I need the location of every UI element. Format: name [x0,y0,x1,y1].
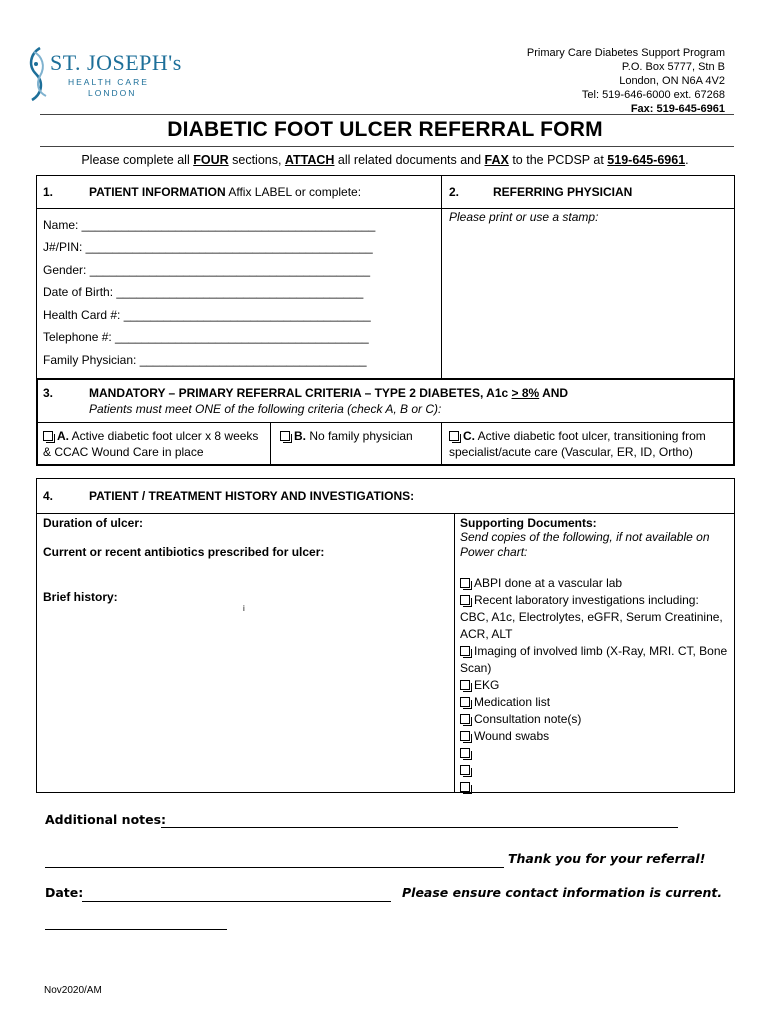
doc-item-blank-3[interactable] [460,779,730,796]
instr-text-3: all related documents and [334,153,485,167]
patient-health-card-field[interactable]: Health Card #: _____________________________________ [43,308,371,322]
section-4-header-line [36,513,735,514]
doc-consultation-label: Consultation note(s) [474,712,582,726]
instr-fax-number: 519-645-6961 [607,153,686,167]
instr-text-5: . [685,153,689,167]
doc-imaging-checkbox[interactable] [460,646,470,656]
section-1-2-box [36,175,735,379]
doc-consultation-checkbox[interactable] [460,714,470,724]
telephone: Tel: 519-646-6000 ext. 67268 [581,89,725,101]
doc-item-consultation[interactable] [460,711,730,728]
duration-of-ulcer-label[interactable]: Duration of ulcer: [43,516,144,530]
criteria-c-text: Active diabetic foot ulcer, transitioning from specialist/acute care (Vascular, ER, ID, Ortho) [449,429,706,459]
criteria-c-label: C. [463,429,475,443]
date-field[interactable] [82,886,391,902]
additional-notes-label: Additional notes: [45,812,167,827]
section-1-header-line [36,208,735,209]
instr-text-1: Please complete all [81,153,194,167]
doc-item-lab[interactable] [460,592,730,643]
section-3-title-a: MANDATORY – PRIMARY REFERRAL CRITERIA – TYPE 2 DIABETES, A1c [89,386,512,400]
doc-item-wound-swabs[interactable] [460,728,730,745]
section-4-divider [454,513,455,793]
criteria-c-option[interactable] [449,428,731,460]
section-4-number: 4. [43,489,54,503]
patient-name-field[interactable]: Name: ____________________________________________ [43,218,376,232]
patient-dob-field[interactable]: Date of Birth: _____________________________________ [43,285,364,299]
logo-city: LONDON [88,88,137,98]
header-divider [40,114,734,115]
brief-history-label[interactable]: Brief history: [43,590,118,604]
criteria-c-checkbox[interactable] [449,431,459,441]
logo-subtitle: HEALTH CARE [68,77,149,87]
program-name: Primary Care Diabetes Support Program [526,47,725,59]
fax-number: Fax: 519-645-6961 [630,103,725,115]
instr-attach: ATTACH [284,153,335,167]
doc-item-imaging[interactable] [460,643,730,677]
section-1-2-divider [441,175,442,379]
section-2-title: REFERRING PHYSICIAN [493,185,633,199]
doc-medication-checkbox[interactable] [460,697,470,707]
doc-blank-3-checkbox[interactable] [460,782,470,792]
stray-mark: i [243,604,245,613]
section-1-number: 1. [43,185,54,199]
family-physician-field[interactable]: Family Physician: __________________________________ [43,353,367,367]
section-1-subtitle: Affix LABEL or complete: [225,185,362,199]
section-3-header-line [37,422,734,423]
criteria-a-checkbox[interactable] [43,431,53,441]
doc-blank-1-checkbox[interactable] [460,748,470,758]
doc-wound-swabs-checkbox[interactable] [460,731,470,741]
supporting-documents-note: Send copies of the following, if not available on Power chart: [460,530,710,559]
logo-brand-text: ST. JOSEPH's [50,50,182,75]
criteria-a-label: A. [57,429,69,443]
criteria-a-option[interactable] [43,428,265,460]
patient-gender-field[interactable]: Gender: __________________________________________ [43,263,370,277]
criteria-b-option[interactable] [280,428,438,444]
doc-item-abpi[interactable] [460,575,730,592]
doc-lab-label: Recent laboratory investigations including: CBC, A1c, Electrolytes, eGFR, Serum Creatinine, ACR, ALT [460,593,723,641]
contact-reminder: Please ensure contact information is current. [402,885,723,900]
patient-pin-field[interactable]: J#/PIN: ___________________________________________ [43,240,373,254]
section-1-title: PATIENT INFORMATION [89,185,226,199]
instr-text-2: sections, [228,153,285,167]
instructions [0,153,770,167]
doc-item-medication[interactable] [460,694,730,711]
section-2-number: 2. [449,185,460,199]
section-3-subtitle: Patients must meet ONE of the following criteria (check A, B or C): [89,402,442,416]
section-3-a1c-threshold: > 8% [511,386,540,400]
section-3-number: 3. [43,386,54,400]
doc-item-blank-2[interactable] [460,762,730,779]
city-postal: London, ON N6A 4V2 [619,75,725,87]
doc-abpi-label: ABPI done at a vascular lab [474,576,623,590]
additional-notes-line-1[interactable] [161,812,678,828]
title-divider [40,146,734,147]
section-4-title: PATIENT / TREATMENT HISTORY AND INVESTIGATIONS: [89,489,415,503]
st-josephs-logo [26,44,182,102]
criteria-b-label: B. [294,429,306,443]
doc-imaging-label: Imaging of involved limb (X-Ray, MRI. CT, Bone Scan) [460,644,728,675]
supporting-documents-list [460,575,730,796]
criteria-b-checkbox[interactable] [280,431,290,441]
additional-notes-line-2[interactable] [45,852,504,868]
supporting-documents-title: Supporting Documents: [460,516,597,530]
doc-lab-checkbox[interactable] [460,595,470,605]
section-1-header [89,185,361,199]
instr-four: FOUR [193,153,229,167]
section-3-divider-a [270,422,271,465]
doc-item-ekg[interactable] [460,677,730,694]
section-3-title [89,386,568,400]
criteria-b-text: No family physician [306,429,413,443]
doc-abpi-checkbox[interactable] [460,578,470,588]
doc-ekg-checkbox[interactable] [460,680,470,690]
po-box: P.O. Box 5777, Stn B [621,61,725,73]
address-block [527,46,725,116]
signature-line[interactable] [45,915,227,930]
criteria-a-text: Active diabetic foot ulcer x 8 weeks & CCAC Wound Care in place [43,429,259,459]
form-version: Nov2020/AM [44,985,102,996]
section-3-title-b: AND [539,386,569,400]
doc-ekg-label: EKG [474,678,500,692]
physician-stamp-note: Please print or use a stamp: [449,210,599,224]
antibiotics-label[interactable]: Current or recent antibiotics prescribed for ulcer: [43,545,325,559]
patient-telephone-field[interactable]: Telephone #: ______________________________________ [43,330,369,344]
form-title: DIABETIC FOOT ULCER REFERRAL FORM [167,118,603,141]
instr-text-4: to the PCDSP at [508,153,608,167]
doc-item-blank-1[interactable] [460,745,730,762]
doc-blank-2-checkbox[interactable] [460,765,470,775]
doc-medication-label: Medication list [474,695,551,709]
instr-fax: FAX [484,153,509,167]
section-3-divider-b [441,422,442,465]
date-label: Date: [45,885,84,900]
doc-wound-swabs-label: Wound swabs [474,729,550,743]
thank-you-text: Thank you for your referral! [508,851,706,866]
